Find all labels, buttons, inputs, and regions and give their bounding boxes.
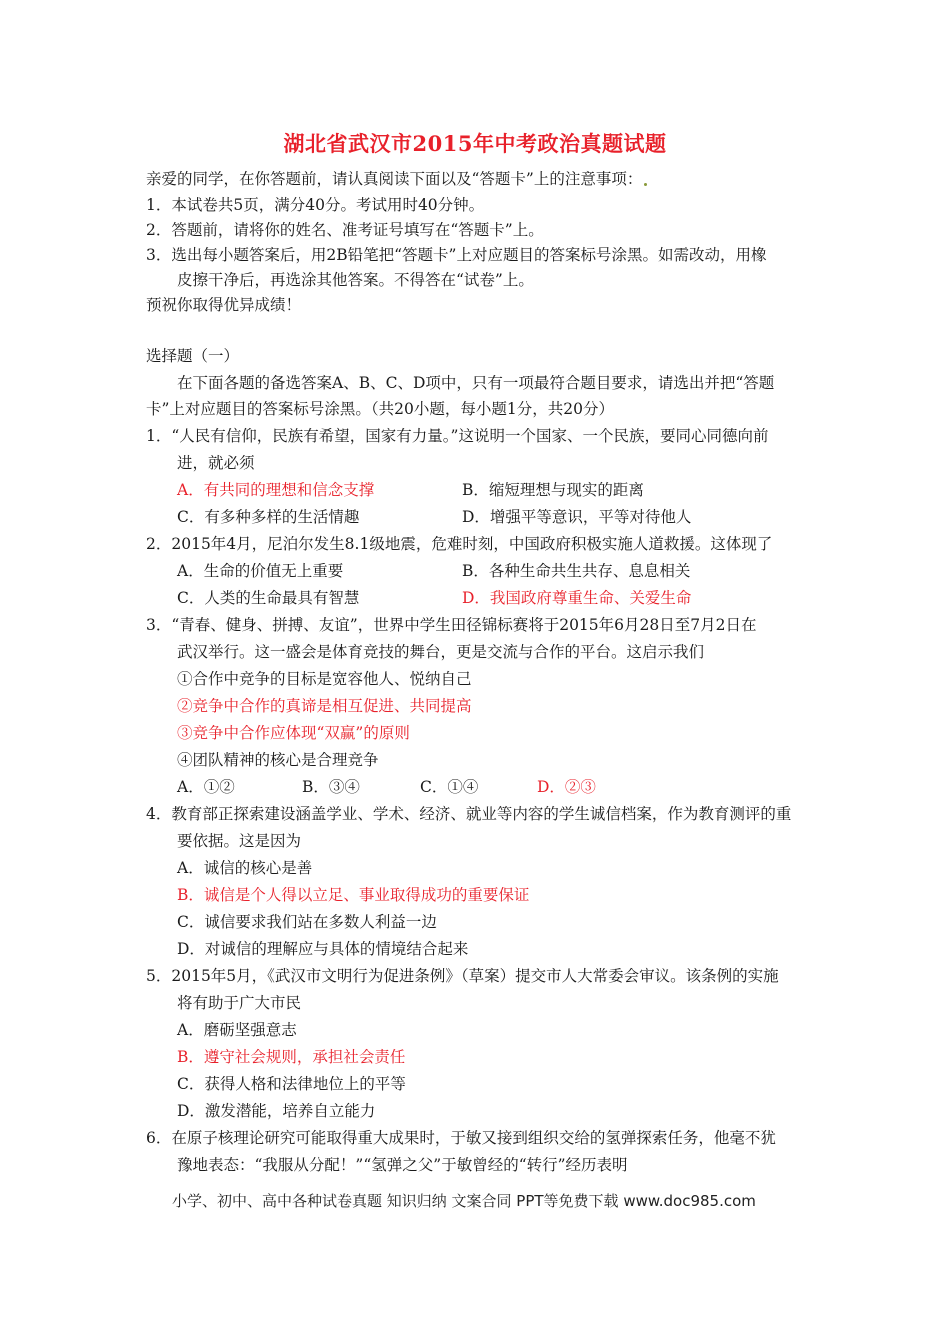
section-instruction: 在下面各题的备选答案A、B、C、D项中，只有一项最符合题目要求，请选出并把“答题 bbox=[177, 374, 775, 392]
q3-option-a: A．①② bbox=[177, 778, 235, 796]
q1-stem-cont: 进，就必须 bbox=[177, 454, 255, 472]
q1-stem: 1．“人民有信仰，民族有希望，国家有力量。”这说明一个国家、一个民族，要同心同德向前 bbox=[146, 427, 769, 445]
note-3-cont: 皮擦干净后，再选涂其他答案。不得答在“试卷”上。 bbox=[177, 271, 534, 289]
mark-dot bbox=[644, 183, 647, 186]
q5-option-b: B．遵守社会规则，承担社会责任 bbox=[177, 1048, 406, 1066]
q4-option-d: D．对诚信的理解应与具体的情境结合起来 bbox=[177, 940, 469, 958]
footer-text: 小学、初中、高中各种试卷真题 知识归纳 文案合同 PPT等免费下载 www.doc985.com bbox=[172, 1192, 756, 1210]
q6-stem: 6．在原子核理论研究可能取得重大成果时，于敏又接到组织交给的氢弹探索任务，他毫不犹 bbox=[146, 1129, 776, 1147]
q3-option-b: B．③④ bbox=[302, 778, 360, 796]
q2-stem: 2．2015年4月，尼泊尔发生8.1级地震，危难时刻，中国政府积极实施人道救援。这体现了 bbox=[146, 535, 773, 553]
q3-stem: 3．“青春、健身、拼搏、友谊”，世界中学生田径锦标赛将于2015年6月28日至7月2日在 bbox=[146, 616, 757, 634]
q5-option-c: C．获得人格和法律地位上的平等 bbox=[177, 1075, 406, 1093]
q5-stem-cont: 将有助于广大市民 bbox=[177, 994, 302, 1012]
q3-statement-2: ②竞争中合作的真谛是相互促进、共同提高 bbox=[177, 697, 472, 715]
q4-option-c: C．诚信要求我们站在多数人利益一边 bbox=[177, 913, 437, 931]
q3-statement-3: ③竞争中合作应体现“双赢”的原则 bbox=[177, 724, 410, 742]
q3-statement-4: ④团队精神的核心是合理竞争 bbox=[177, 751, 379, 769]
q4-stem: 4．教育部正探索建设涵盖学业、学术、经济、就业等内容的学生诚信档案，作为教育测评的重 bbox=[146, 805, 792, 823]
q4-stem-cont: 要依据。这是因为 bbox=[177, 832, 302, 850]
intro-wish: 预祝你取得优异成绩！ bbox=[146, 296, 302, 314]
q2-option-a: A．生命的价值无上重要 bbox=[177, 562, 344, 580]
note-1: 1．本试卷共5页，满分40分。考试用时40分钟。 bbox=[146, 196, 485, 214]
q5-option-a: A．磨砺坚强意志 bbox=[177, 1021, 297, 1039]
q5-option-d: D．激发潜能，培养自立能力 bbox=[177, 1102, 376, 1120]
q6-stem-cont: 豫地表态：“我服从分配！”“氢弹之父”于敏曾经的“转行”经历表明 bbox=[177, 1156, 628, 1174]
q3-option-c: C．①④ bbox=[420, 778, 479, 796]
q1-option-b: B．缩短理想与现实的距离 bbox=[462, 481, 644, 499]
q5-stem: 5．2015年5月，《武汉市文明行为促进条例》（草案）提交市人大常委会审议。该条例的实施 bbox=[146, 967, 779, 985]
q3-statement-1: ①合作中竞争的目标是宽容他人、悦纳自己 bbox=[177, 670, 472, 688]
intro-greeting: 亲爱的同学，在你答题前，请认真阅读下面以及“答题卡”上的注意事项： bbox=[146, 168, 649, 190]
q2-option-c: C．人类的生命最具有智慧 bbox=[177, 589, 360, 607]
q2-option-d: D．我国政府尊重生命、关爱生命 bbox=[462, 589, 692, 607]
note-2: 2．答题前，请将你的姓名、准考证号填写在“答题卡”上。 bbox=[146, 221, 544, 239]
section-heading: 选择题（一） bbox=[146, 347, 240, 365]
q1-option-a: A．有共同的理想和信念支撑 bbox=[177, 481, 375, 499]
q2-option-b: B．各种生命共生共存、息息相关 bbox=[462, 562, 691, 580]
q4-option-a: A．诚信的核心是善 bbox=[177, 859, 313, 877]
q3-option-d: D．②③ bbox=[537, 778, 596, 796]
q1-option-c: C．有多种多样的生活情趣 bbox=[177, 508, 360, 526]
q1-option-d: D．增强平等意识，平等对待他人 bbox=[462, 508, 692, 526]
q4-option-b: B．诚信是个人得以立足、事业取得成功的重要保证 bbox=[177, 886, 530, 904]
note-3: 3．选出每小题答案后，用2B铅笔把“答题卡”上对应题目的答案标号涂黑。如需改动，用橡 bbox=[146, 246, 767, 264]
page-title: 湖北省武汉市2015年中考政治真题试题 bbox=[283, 131, 667, 156]
section-instruction-cont: 卡”上对应题目的答案标号涂黑。（共20小题，每小题1分，共20分） bbox=[146, 400, 614, 418]
q3-stem-cont: 武汉举行。这一盛会是体育竞技的舞台，更是交流与合作的平台。这启示我们 bbox=[177, 643, 705, 661]
